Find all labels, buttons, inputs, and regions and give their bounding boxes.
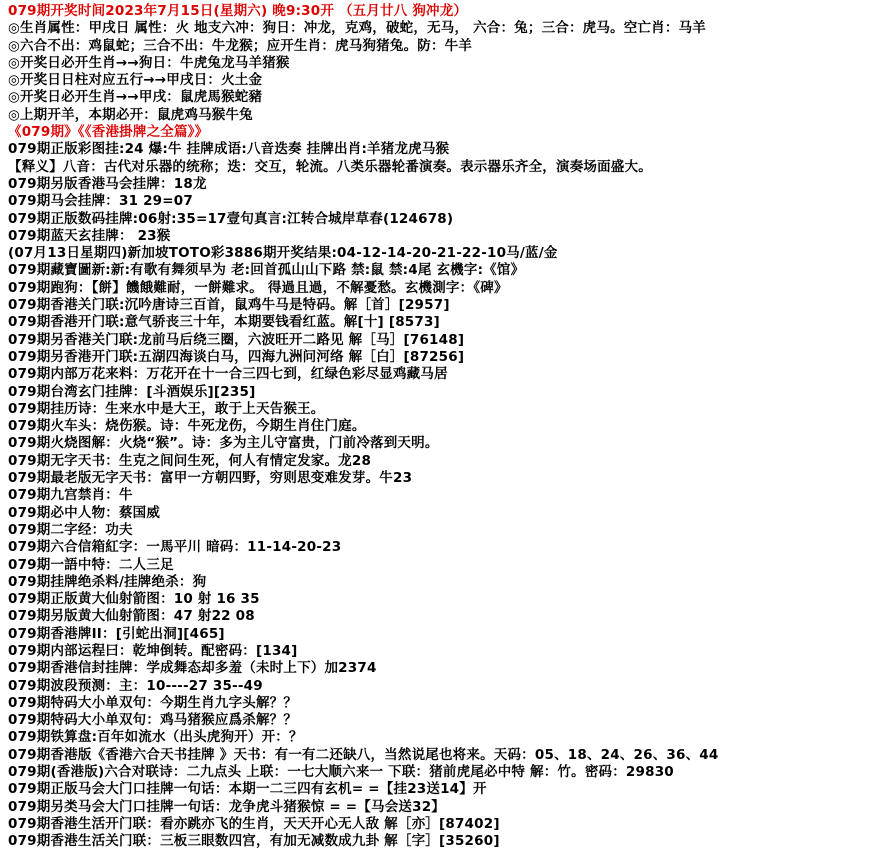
text-line: 079期另版黄大仙射箭图：47 射22 08 bbox=[8, 608, 255, 625]
text-line: 079期正版马会大门口挂牌一句话：本期一二三四有玄机= =【挂23送14】开 bbox=[8, 781, 487, 798]
text-line: ◎开奖日必开生肖→→狗日：牛虎兔龙马羊猪猴 bbox=[8, 54, 290, 71]
text-line: 079期另香港关门联:龙前马后绕三圈，六波旺开二路见 解［马］[76148] bbox=[8, 331, 465, 348]
text-line: 079期火车头：烧伤猴。诗：牛死龙伤，今期生肖住门庭。 bbox=[8, 418, 366, 435]
text-line: 079期香港版《香港六合天书挂牌 》天书：有一有二还缺八，当然说尾也将来。天码：05、18、24、26、36、44 bbox=[8, 746, 719, 763]
text-line: 079期香港关门联:沉吟唐诗三百首，鼠鸡牛马是特码。解［首］[2957] bbox=[8, 297, 450, 314]
text-line: 079期必中人物：蔡国威 bbox=[8, 504, 161, 521]
text-line: 079期铁算盘:百年如流水（出头虎狗开）开：？ bbox=[8, 729, 303, 746]
text-line: ◎开奖日日柱对应五行→→甲戌日：火土金 bbox=[8, 72, 263, 89]
text-line: 《079期》《《香港掛牌之全篇》》 bbox=[8, 124, 209, 141]
content-area bbox=[8, 3, 890, 850]
text-line: ◎开奖日必开生肖→→甲戌：鼠虎馬猴蛇豬 bbox=[8, 89, 263, 106]
text-line: 079期另版香港马会挂牌：18龙 bbox=[8, 175, 207, 192]
text-line: 079期另香港开门联:五湖四海谈白马，四海九洲问河络 解［白］[87256] bbox=[8, 348, 465, 365]
text-line: 079期另类马会大门口挂牌一句话：龙争虎斗猪猴惊 = =【马会送32】 bbox=[8, 798, 445, 815]
text-line: 079期火烧图解：火烧“猴”。诗：多为主儿守富贵，门前冷落到天明。 bbox=[8, 435, 439, 452]
text-line: 079期台湾玄门挂牌：[斗酒娱乐][235] bbox=[8, 383, 256, 400]
text-line: 079期一語中特：二人三足 bbox=[8, 556, 174, 573]
text-line: 079期香港信封挂牌：学成舞态却多羞（未时上下）加2374 bbox=[8, 660, 377, 677]
text-line: 079期特码大小单双句：鸡马猪猴应爲杀解？？ bbox=[8, 712, 298, 729]
text-line: ◎六合不出：鸡鼠蛇；三合不出：牛龙猴；应开生肖：虎马狗猪兔。防：牛羊 bbox=[8, 37, 473, 54]
text-line: 079期内部运程曰：乾坤倒转。配密码：[134] bbox=[8, 642, 298, 659]
text-line: 079期正版黄大仙射箭图：10 射 16 35 bbox=[8, 591, 260, 608]
text-line: 079期香港开门联:意气骄丧三十年，本期要钱看红蓝。解[十] [8573] bbox=[8, 314, 440, 331]
text-line: 079期无字天书：生克之间问生死，何人有情定发家。龙28 bbox=[8, 452, 372, 469]
text-line: 079期香港生活开门联：看亦跳亦飞的生肖，天天开心无人敌 解［亦］[87402] bbox=[8, 815, 500, 832]
text-line: 079期跑狗：【餅】饑餓難耐，一餅難求。 得過且過，不解憂愁。玄機測字：《碑》 bbox=[8, 279, 508, 296]
text-line: 079期香港生活关门联：三板三眼数四宫，有加无减数成九卦 解［字］[35260] bbox=[8, 833, 500, 850]
text-line: 079期六合信箱紅字：一馬平川 暗码：11-14-20-23 bbox=[8, 539, 342, 556]
text-line: 079期(香港版)六合对联诗：二九点头 上联：一七大顺六来一 下联：猪前虎尾必中特 解：竹。密码：29830 bbox=[8, 764, 674, 781]
text-line: 079期最老版无字天书：富甲一方朝四野，穷则思变难发芽。牛23 bbox=[8, 470, 413, 487]
text-line: 【释义】八音：古代对乐器的统称；迭：交互，轮流。八类乐器轮番演奏。表示器乐齐全，演奏场面盛大。 bbox=[8, 158, 652, 175]
text-line: 079期挂历诗：生来水中是大王，敢于上天告猴王。 bbox=[8, 400, 325, 417]
text-line: (07月13日星期四)新加坡TOTO彩3886期开奖结果:04-12-14-20-21-22-10马/蓝/金 bbox=[8, 245, 558, 262]
text-line: 079期内部万花来料：万花开在十一合三四七到，红绿色彩尽显鸡藏马居 bbox=[8, 366, 448, 383]
text-line: 079期九宫禁肖：牛 bbox=[8, 487, 133, 504]
text-line: 079期正版彩图挂:24 爆:牛 挂牌成语:八音迭奏 挂牌出肖:羊猪龙虎马猴 bbox=[8, 141, 450, 158]
text-line: ◎上期开羊，本期必开：鼠虎鸡马猴牛兔 bbox=[8, 106, 253, 123]
text-line: 079期正版数码挂牌:06射:35=17壹句真言:江转合城岸草春(124678) bbox=[8, 210, 454, 227]
text-line: 079期特码大小单双句：今期生肖九字头解？？ bbox=[8, 694, 298, 711]
text-line: 079期香港牌II：[引蛇出洞][465] bbox=[8, 625, 225, 642]
text-line: ◎生肖属性：甲戌日 属性：火 地支六冲：狗日：冲龙，克鸡，破蛇，无马， 六合：兔；三合：虎马。空亡肖：马羊 bbox=[8, 20, 706, 37]
text-line: 079期蓝天玄挂牌： 23猴 bbox=[8, 227, 171, 244]
text-line: 079期开奖时间2023年7月15日(星期六) 晚9:30开 （五月廿八 狗冲龙） bbox=[8, 3, 468, 19]
text-line: 079期二字经：功夫 bbox=[8, 521, 133, 538]
text-line: 079期波段预测：主：10----27 35--49 bbox=[8, 677, 263, 694]
text-line: 079期马会挂牌：31 29=07 bbox=[8, 193, 193, 210]
text-line: 079期藏寶圖新:新:有歌有舞须早为 老:回首孤山山下路 禁:鼠 禁:4尾 玄機字:《馆》 bbox=[8, 262, 525, 279]
text-line: 079期挂牌绝杀料/挂牌绝杀：狗 bbox=[8, 573, 207, 590]
